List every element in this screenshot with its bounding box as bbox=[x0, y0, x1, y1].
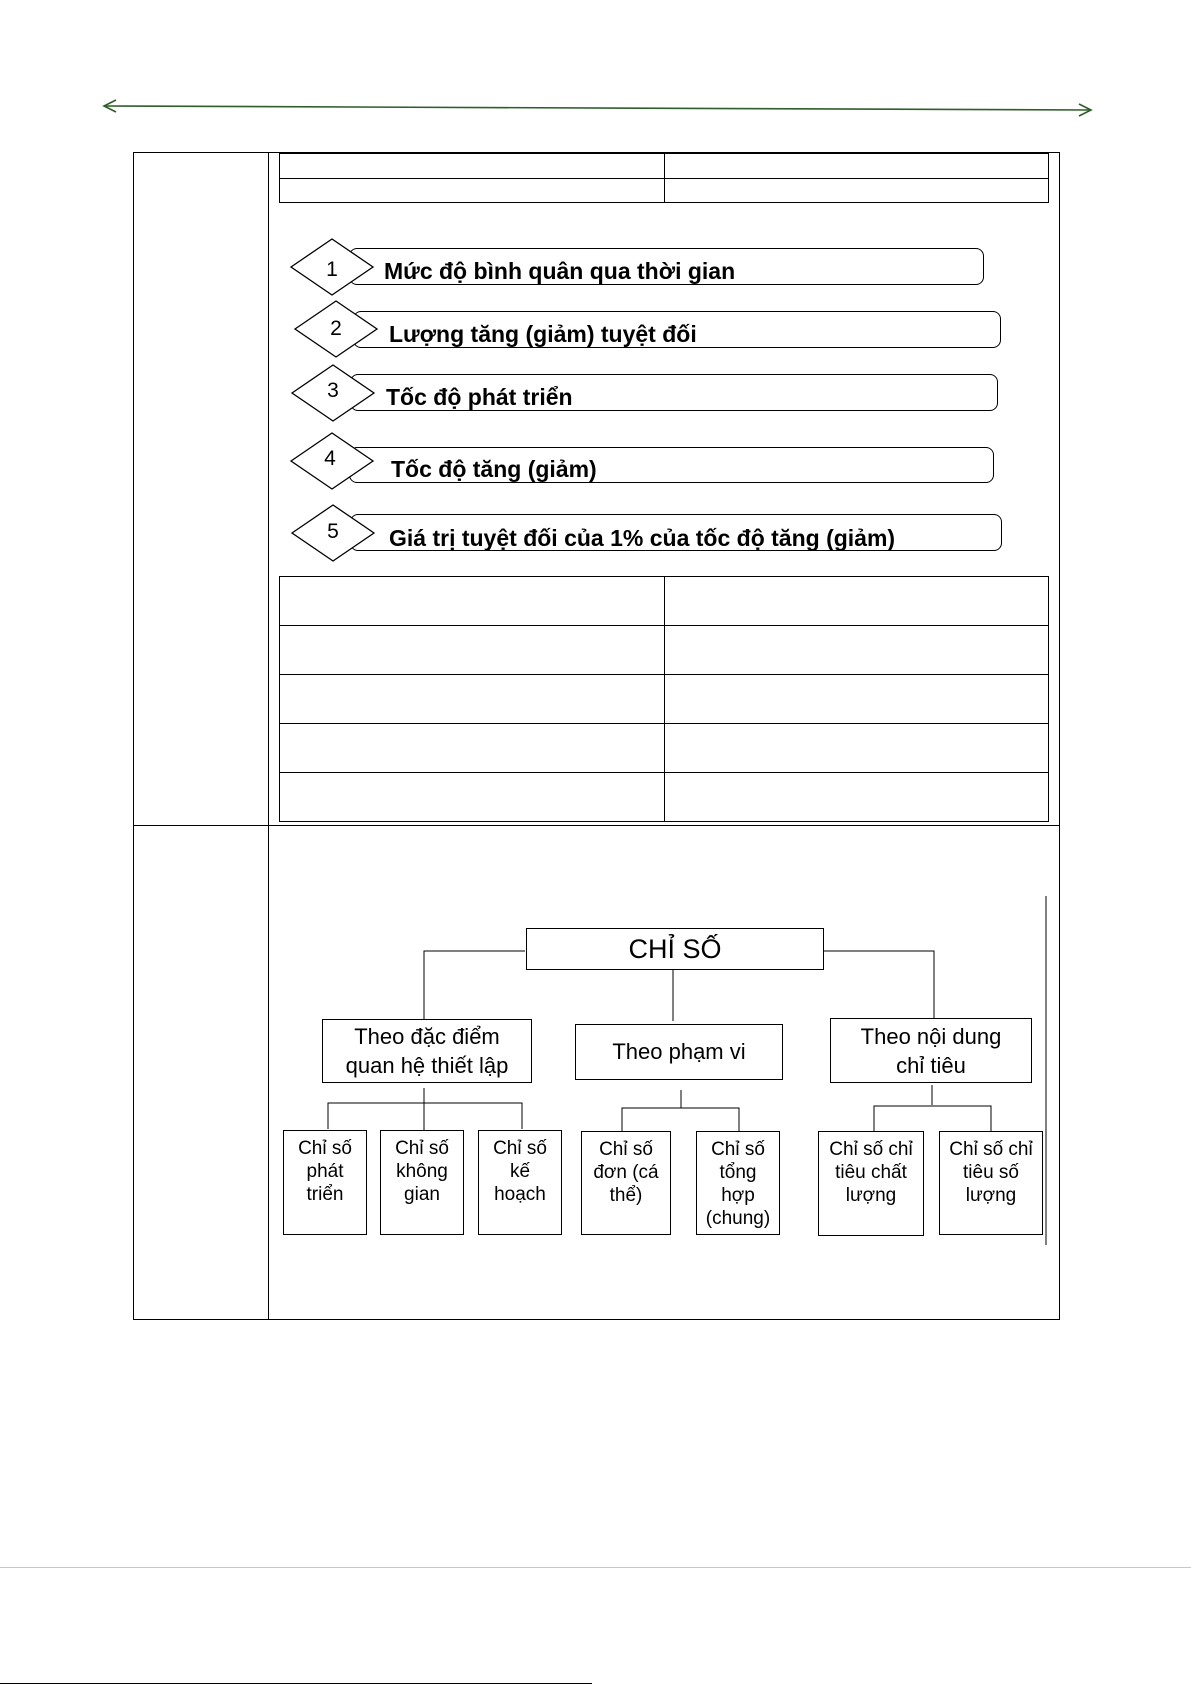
middle-empty-table bbox=[279, 576, 1049, 822]
tree-leaf-development-index bbox=[283, 1130, 367, 1235]
tree-root-label: CHỈ SỐ bbox=[628, 933, 722, 964]
step-number: 3 bbox=[327, 379, 339, 402]
tree-leaf-label: Chỉ số kế hoạch bbox=[493, 1138, 547, 1205]
tree-root-box bbox=[526, 928, 824, 970]
column-divider bbox=[268, 152, 269, 1320]
tree-leaf-quality-index bbox=[818, 1131, 924, 1236]
table-cell bbox=[280, 577, 665, 626]
step-label: Tốc độ tăng (giảm) bbox=[391, 456, 597, 482]
step-label: Giá trị tuyệt đối của 1% của tốc độ tăng (giảm) bbox=[389, 525, 896, 551]
tree-group-label: Theo phạm vi bbox=[612, 1039, 746, 1064]
tree-leaf-plan-index bbox=[478, 1130, 562, 1235]
table-cell bbox=[665, 179, 1049, 203]
tree-leaf-spatial-index bbox=[380, 1130, 464, 1235]
tree-group-label: Theo nội dung chỉ tiêu bbox=[860, 1023, 1002, 1078]
table-cell bbox=[280, 154, 665, 179]
tree-leaf-label: Chỉ số chỉ tiêu chất lượng bbox=[829, 1139, 913, 1206]
tree-leaf-individual-index bbox=[581, 1131, 671, 1235]
table-cell bbox=[665, 675, 1049, 724]
table-cell bbox=[280, 773, 665, 822]
tree-leaf-label: Chỉ số không gian bbox=[395, 1138, 449, 1205]
page-bottom-divider bbox=[0, 1567, 1191, 1568]
step-item-2 bbox=[293, 300, 1003, 360]
tree-leaf-label: Chỉ số chỉ tiêu số lượng bbox=[949, 1139, 1033, 1206]
tree-leaf-quantity-index bbox=[939, 1131, 1043, 1235]
step-label: Mức độ bình quân qua thời gian bbox=[384, 258, 736, 284]
table-cell bbox=[280, 179, 665, 203]
step-item-3 bbox=[290, 364, 1000, 424]
tree-group-content bbox=[830, 1018, 1032, 1083]
table-cell bbox=[280, 626, 665, 675]
table-cell bbox=[280, 675, 665, 724]
tree-group-scope bbox=[575, 1024, 783, 1080]
step-label: Tốc độ phát triển bbox=[386, 384, 573, 410]
step-number: 5 bbox=[327, 520, 339, 543]
step-item-4 bbox=[289, 432, 997, 492]
step-number: 1 bbox=[326, 258, 338, 281]
tree-leaf-aggregate-index bbox=[696, 1131, 780, 1235]
tree-leaf-label: Chỉ số tổng hợp (chung) bbox=[705, 1139, 771, 1229]
footnote-rule bbox=[0, 1683, 592, 1684]
step-item-5 bbox=[290, 504, 1004, 564]
table-cell bbox=[665, 626, 1049, 675]
table-cell bbox=[665, 773, 1049, 822]
step-label: Lượng tăng (giảm) tuyệt đối bbox=[389, 321, 697, 347]
table-cell bbox=[665, 577, 1049, 626]
top-empty-table bbox=[279, 153, 1049, 203]
tree-leaf-label: Chỉ số đơn (cá thể) bbox=[593, 1139, 659, 1206]
step-number: 4 bbox=[324, 447, 336, 470]
row-divider bbox=[133, 825, 1060, 826]
step-item-1 bbox=[289, 238, 995, 298]
tree-group-label: Theo đặc điểm quan hệ thiết lập bbox=[345, 1024, 509, 1078]
table-cell bbox=[280, 724, 665, 773]
double-arrow-decoration bbox=[100, 96, 1095, 120]
tree-leaf-label: Chỉ số phát triển bbox=[298, 1138, 352, 1205]
tree-group-relationship bbox=[322, 1019, 532, 1083]
step-number: 2 bbox=[330, 317, 342, 340]
table-cell bbox=[665, 154, 1049, 179]
table-cell bbox=[665, 724, 1049, 773]
